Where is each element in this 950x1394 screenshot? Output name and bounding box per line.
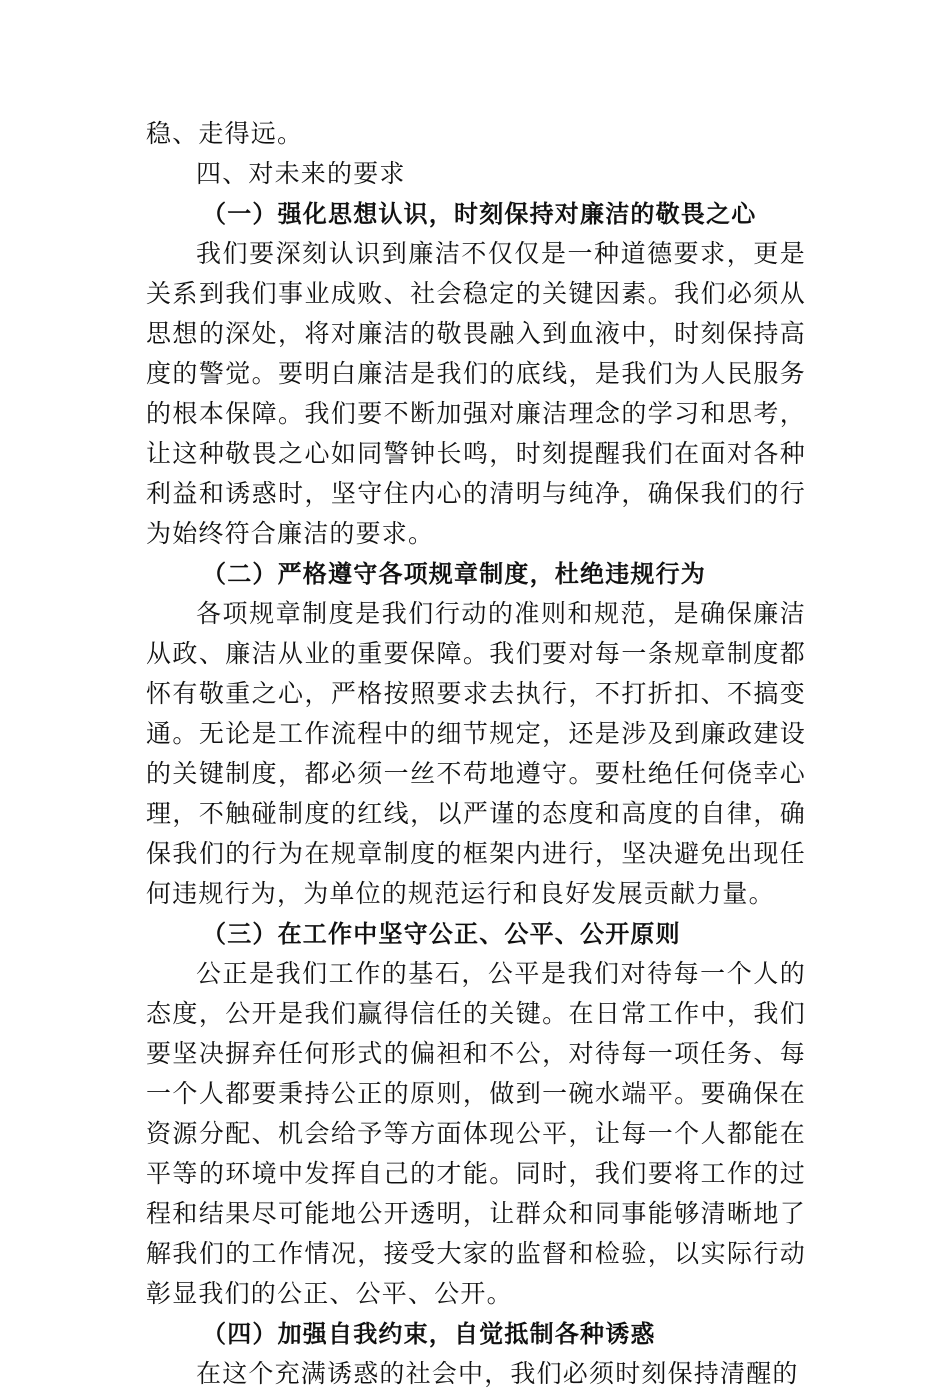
- subsection-body-1: 我们要深刻认识到廉洁不仅仅是一种道德要求，更是关系到我们事业成败、社会稳定的关键因素。我们必须从思想的深处，将对廉洁的敬畏融入到血液中，时刻保持高度的警觉。要明白廉洁是我们的底线，是我们为人民服务的根本保障。我们要不断加强对廉洁理念的学习和思考，让这种敬畏之心如同警钟长鸣，时刻提醒我们在面对各种利益和诱惑时，坚守住内心的清明与纯净，确保我们的行为始终符合廉洁的要求。: [146, 239, 806, 548]
- subsection-body-2: 各项规章制度是我们行动的准则和规范，是确保廉洁从政、廉洁从业的重要保障。我们要对每一条规章制度都怀有敬重之心，严格按照要求去执行，不打折扣、不搞变通。无论是工作流程中的细节规定，还是涉及到廉政建设的关键制度，都必须一丝不苟地遵守。要杜绝任何侥幸心理，不触碰制度的红线，以严谨的态度和高度的自律，确保我们的行为在规章制度的框架内进行，坚决避免出现任何违规行为，为单位的规范运行和良好发展贡献力量。: [146, 599, 806, 908]
- subsection-heading-3: （三）在工作中坚守公正、公平、公开原则: [202, 919, 681, 948]
- section-heading: 四、对未来的要求: [196, 159, 406, 188]
- subsection-body-4: 在这个充满诱惑的社会中，我们必须时刻保持清醒的: [196, 1359, 799, 1388]
- subsection-heading-1: （一）强化思想认识，时刻保持对廉洁的敬畏之心: [202, 199, 757, 228]
- subsection-body-3: 公正是我们工作的基石，公平是我们对待每一个人的态度，公开是我们赢得信任的关键。在日常工作中，我们要坚决摒弃任何形式的偏袒和不公，对待每一项任务、每一个人都要秉持公正的原则，做到一碗水端平。要确保在资源分配、机会给予等方面体现公平，让每一个人都能在平等的环境中发挥自己的才能。同时，我们要将工作的过程和结果尽可能地公开透明，让群众和同事能够清晰地了解我们的工作情况，接受大家的监督和检验，以实际行动彰显我们的公正、公平、公开。: [146, 959, 806, 1308]
- document-page: [146, 114, 806, 1394]
- subsection-heading-4: （四）加强自我约束，自觉抵制各种诱惑: [202, 1319, 656, 1348]
- intro-tail-paragraph: 稳、走得远。: [146, 119, 304, 148]
- subsection-heading-2: （二）严格遵守各项规章制度，杜绝违规行为: [202, 559, 706, 588]
